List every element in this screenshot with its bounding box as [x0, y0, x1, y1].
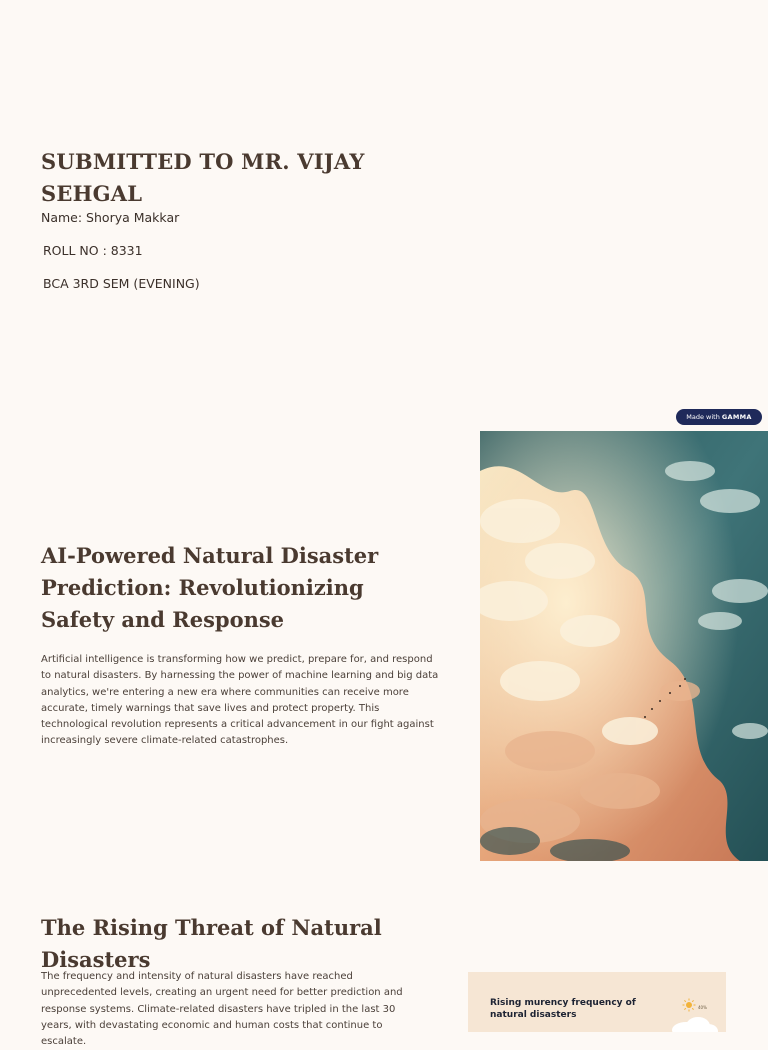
sun-caption: 40%	[698, 1005, 707, 1010]
storm-clouds-illustration	[480, 431, 768, 861]
badge-brand: GAMMA	[721, 413, 752, 421]
badge-prefix: Made with	[686, 413, 720, 421]
section-body-rising-threat: The frequency and intensity of natural disasters have reached unprecedented levels, creating an urgent need for better prediction and response systems. Climate-related disasters have tripled in the last 30 years, with devastating economic and human costs that continue to escalate.	[41, 971, 403, 1048]
sun-icon	[682, 998, 696, 1012]
semester-info: BCA 3RD SEM (EVENING)	[43, 276, 200, 291]
section-body-ai-prediction: Artificial intelligence is transforming how we predict, prepare for, and respond to natural disasters. By harnessing the power of machine learning and big data analytics, we're entering a new era where communities can receive more accurate, timely warnings that save lives and protect property. This technological revolution represents a critical advancement in our fight against increasingly severe climate-related catastrophes.	[41, 654, 439, 747]
roll-number: ROLL NO : 8331	[43, 243, 143, 258]
infographic-title: Rising murency frequency of natural disasters	[490, 998, 636, 1020]
cover-title: SUBMITTED TO MR. VIJAY SEHGAL	[41, 149, 365, 206]
section-title-rising-threat: The Rising Threat of Natural Disasters	[41, 915, 382, 972]
disaster-frequency-infographic	[468, 972, 726, 1032]
section-title-ai-prediction: AI-Powered Natural Disaster Prediction: Revolutionizing Safety and Response	[41, 543, 379, 632]
made-with-gamma-badge[interactable]	[676, 409, 762, 425]
cloud-icon	[668, 1016, 718, 1032]
student-name: Name: Shorya Makkar	[41, 210, 180, 225]
